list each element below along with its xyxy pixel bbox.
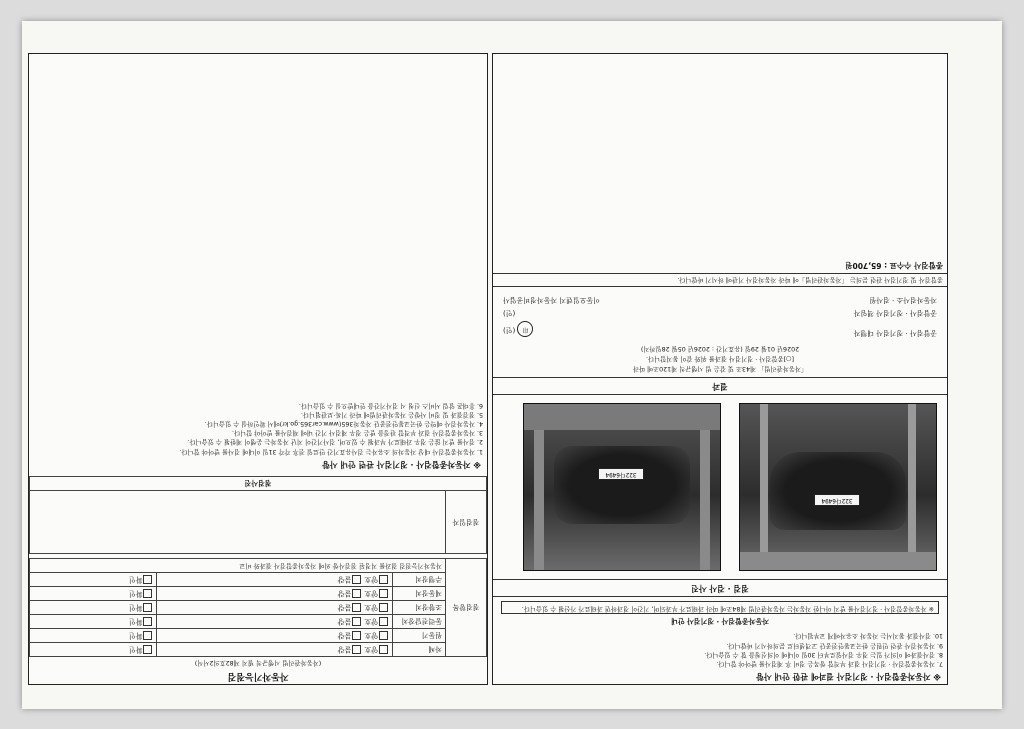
inspection-result-page bbox=[492, 53, 948, 685]
note-item: 9. 자동차검사 관련 민원은 한국교통안전공단 고객센터로 문의하시기 바랍니다. bbox=[726, 641, 943, 649]
notice-box: ※ 자동차종합검사 · 정기검사를 받지 아니한 자동차는 자동차관리법 제84조에 따라 과태료가 부과되며, 기간이 경과하면 과태료가 가산될 수 있습니다. bbox=[501, 601, 939, 613]
inspection-checklist bbox=[29, 558, 487, 657]
row-label: 원동기 bbox=[393, 628, 446, 642]
license-plate: 322다6494 bbox=[814, 494, 860, 506]
bad-label: 불량 bbox=[337, 645, 352, 654]
date-value-cell[interactable] bbox=[30, 490, 446, 553]
note-item: 10. 검사결과 통지서는 자동차 소유자에게 교부됩니다. bbox=[793, 632, 943, 640]
result-heading: 결과 bbox=[493, 377, 947, 395]
bad-label: 불량 bbox=[337, 631, 352, 640]
bad-label: 불량 bbox=[337, 589, 352, 598]
good-label: 양호 bbox=[364, 575, 378, 584]
bad-checkbox[interactable] bbox=[352, 631, 361, 640]
note-item: 6. 휴대폰 알림 서비스 신청 시 검사기간을 안내받으실 수 있습니다. bbox=[298, 401, 483, 409]
check-checkbox[interactable] bbox=[143, 631, 152, 640]
inspection-note: 자동차기능점검 결과를 지정된 점검사항 외에 자동차종합검사 결과와 비교 bbox=[30, 558, 446, 572]
signer-role: 종합검사 · 정기검사 책임자 bbox=[853, 308, 937, 317]
signer-name[interactable]: (인) bbox=[503, 308, 516, 317]
good-checkbox[interactable] bbox=[379, 645, 388, 654]
row-label: 조향장치 bbox=[393, 600, 446, 614]
signer-seal[interactable] bbox=[503, 321, 533, 337]
photo-section-label: 점검사진 bbox=[30, 476, 487, 490]
check-label: 확인 bbox=[128, 603, 143, 612]
check-label: 확인 bbox=[128, 575, 143, 584]
good-checkbox[interactable] bbox=[379, 589, 388, 598]
license-plate: 322다6494 bbox=[598, 468, 644, 480]
section-label: 점검항목 bbox=[446, 558, 487, 656]
note-item: 3. 자동차종합검사 결과 부적합 판정을 받은 경우 재검사 기간 내에 재검사를 받아야 합니다. bbox=[231, 429, 483, 437]
issue-date: 2026년 01월 29일 (유효기간 : 2026년 05월 28일까지) bbox=[640, 345, 800, 353]
fee-text: 종합검사 수수료 : 65,700원 bbox=[493, 259, 947, 274]
check-checkbox[interactable] bbox=[143, 589, 152, 598]
good-label: 양호 bbox=[364, 589, 378, 598]
note-item: 1. 자동차종합검사 대상 자동차의 소유자는 검사유효기간 만료일 전후 각각 31일 이내에 검사를 받아야 합니다. bbox=[179, 447, 483, 455]
check-label: 확인 bbox=[128, 631, 143, 640]
bad-checkbox[interactable] bbox=[352, 575, 361, 584]
check-checkbox[interactable] bbox=[143, 575, 152, 584]
good-checkbox[interactable] bbox=[379, 631, 388, 640]
photo-area bbox=[493, 395, 947, 579]
notes-list bbox=[29, 399, 487, 456]
note-item: 7. 자동차종합검사 · 정기검사 결과 부적합 항목은 정비 후 재검사를 받아야 합니다. bbox=[716, 660, 943, 667]
vehicle-rear-photo bbox=[739, 403, 937, 571]
check-label: 확인 bbox=[128, 589, 143, 598]
seal-icon: 印 bbox=[517, 321, 533, 337]
good-checkbox[interactable] bbox=[379, 575, 388, 584]
signer-name: 이동오일렌지 자동차정비공업사 bbox=[503, 296, 600, 305]
row-label: 동력전달장치 bbox=[393, 614, 446, 628]
bad-label: 불량 bbox=[337, 603, 352, 612]
signer-role: 자동차검사소 · 검사원 bbox=[869, 296, 937, 305]
bad-label: 불량 bbox=[337, 617, 352, 626]
good-label: 양호 bbox=[364, 603, 378, 612]
vehicle-front-photo bbox=[523, 403, 721, 571]
law-text: 「자동차관리법」 제43조 및 같은 법 시행규칙 제120조에 따라 bbox=[632, 365, 808, 373]
paper bbox=[22, 21, 1002, 709]
photo-heading: 점검 · 검사 사진 bbox=[493, 579, 947, 597]
result-notes-heading: ※ 자동차종합검사 · 정기검사 결과에 관한 안내 사항 bbox=[756, 672, 941, 681]
signature-row-2 bbox=[493, 306, 947, 319]
signature-row-1 bbox=[493, 319, 947, 339]
bottom-note: 종합검사 및 정기검사 관련 문의는 「자동차관리법」에 따라 자동차검사 기관에 하시기 바랍니다. bbox=[493, 274, 947, 287]
date-label: 점검일자 bbox=[446, 490, 487, 553]
good-checkbox[interactable] bbox=[379, 603, 388, 612]
note-item: 4. 자동차검사 예약은 한국교통안전공단 자동차365(www.car365.go.kr)에서 확인하실 수 있습니다. bbox=[204, 420, 483, 428]
note-item: 5. 점검결과 및 정비 사항은 자동차관리법에 따라 기록·보관됩니다. bbox=[300, 410, 483, 418]
inspection-date-table bbox=[29, 476, 487, 554]
row-label: 차체 bbox=[393, 642, 446, 656]
result-notes-list bbox=[493, 629, 947, 668]
notes-heading: ※ 자동차종합검사 · 정기검사 관련 안내 사항 bbox=[322, 459, 481, 469]
check-label: 확인 bbox=[128, 645, 143, 654]
signer-role: 종합검사 · 정기검사 대행자 bbox=[853, 328, 937, 337]
good-label: 양호 bbox=[364, 617, 378, 626]
bad-checkbox[interactable] bbox=[352, 589, 361, 598]
note-item: 8. 검사결과에 이의가 있는 경우 검사일로부터 30일 이내에 이의신청을 할 수 있습니다. bbox=[704, 650, 943, 658]
bad-checkbox[interactable] bbox=[352, 603, 361, 612]
notice-box-title: 자동차종합검사 · 정기검사 안내 bbox=[671, 617, 769, 626]
row-label: 제동장치 bbox=[393, 586, 446, 600]
check-checkbox[interactable] bbox=[143, 603, 152, 612]
signature-row-3 bbox=[493, 293, 947, 306]
bad-checkbox[interactable] bbox=[352, 645, 361, 654]
note-item: 2. 검사를 받지 않은 경우 과태료가 부과될 수 있으며, 검사기간이 지난 자동차는 운행이 제한될 수 있습니다. bbox=[187, 438, 483, 446]
form-subtitle: (자동차관리법 시행규칙 별지 제82호의2서식) bbox=[194, 658, 322, 666]
bad-label: 불량 bbox=[337, 575, 352, 584]
inspection-form-page bbox=[28, 53, 488, 685]
good-label: 양호 bbox=[364, 645, 378, 654]
signer-name: (인) bbox=[503, 325, 516, 334]
check-checkbox[interactable] bbox=[143, 617, 152, 626]
law-text-2: [○]종합검사 · 정기검사 결과를 위와 같이 통지합니다. bbox=[645, 355, 795, 363]
check-checkbox[interactable] bbox=[143, 645, 152, 654]
row-label: 주행장치 bbox=[393, 572, 446, 586]
good-checkbox[interactable] bbox=[379, 617, 388, 626]
form-title: 자동차기능점검 bbox=[227, 671, 289, 681]
good-label: 양호 bbox=[364, 631, 378, 640]
bad-checkbox[interactable] bbox=[352, 617, 361, 626]
check-label: 확인 bbox=[128, 617, 143, 626]
